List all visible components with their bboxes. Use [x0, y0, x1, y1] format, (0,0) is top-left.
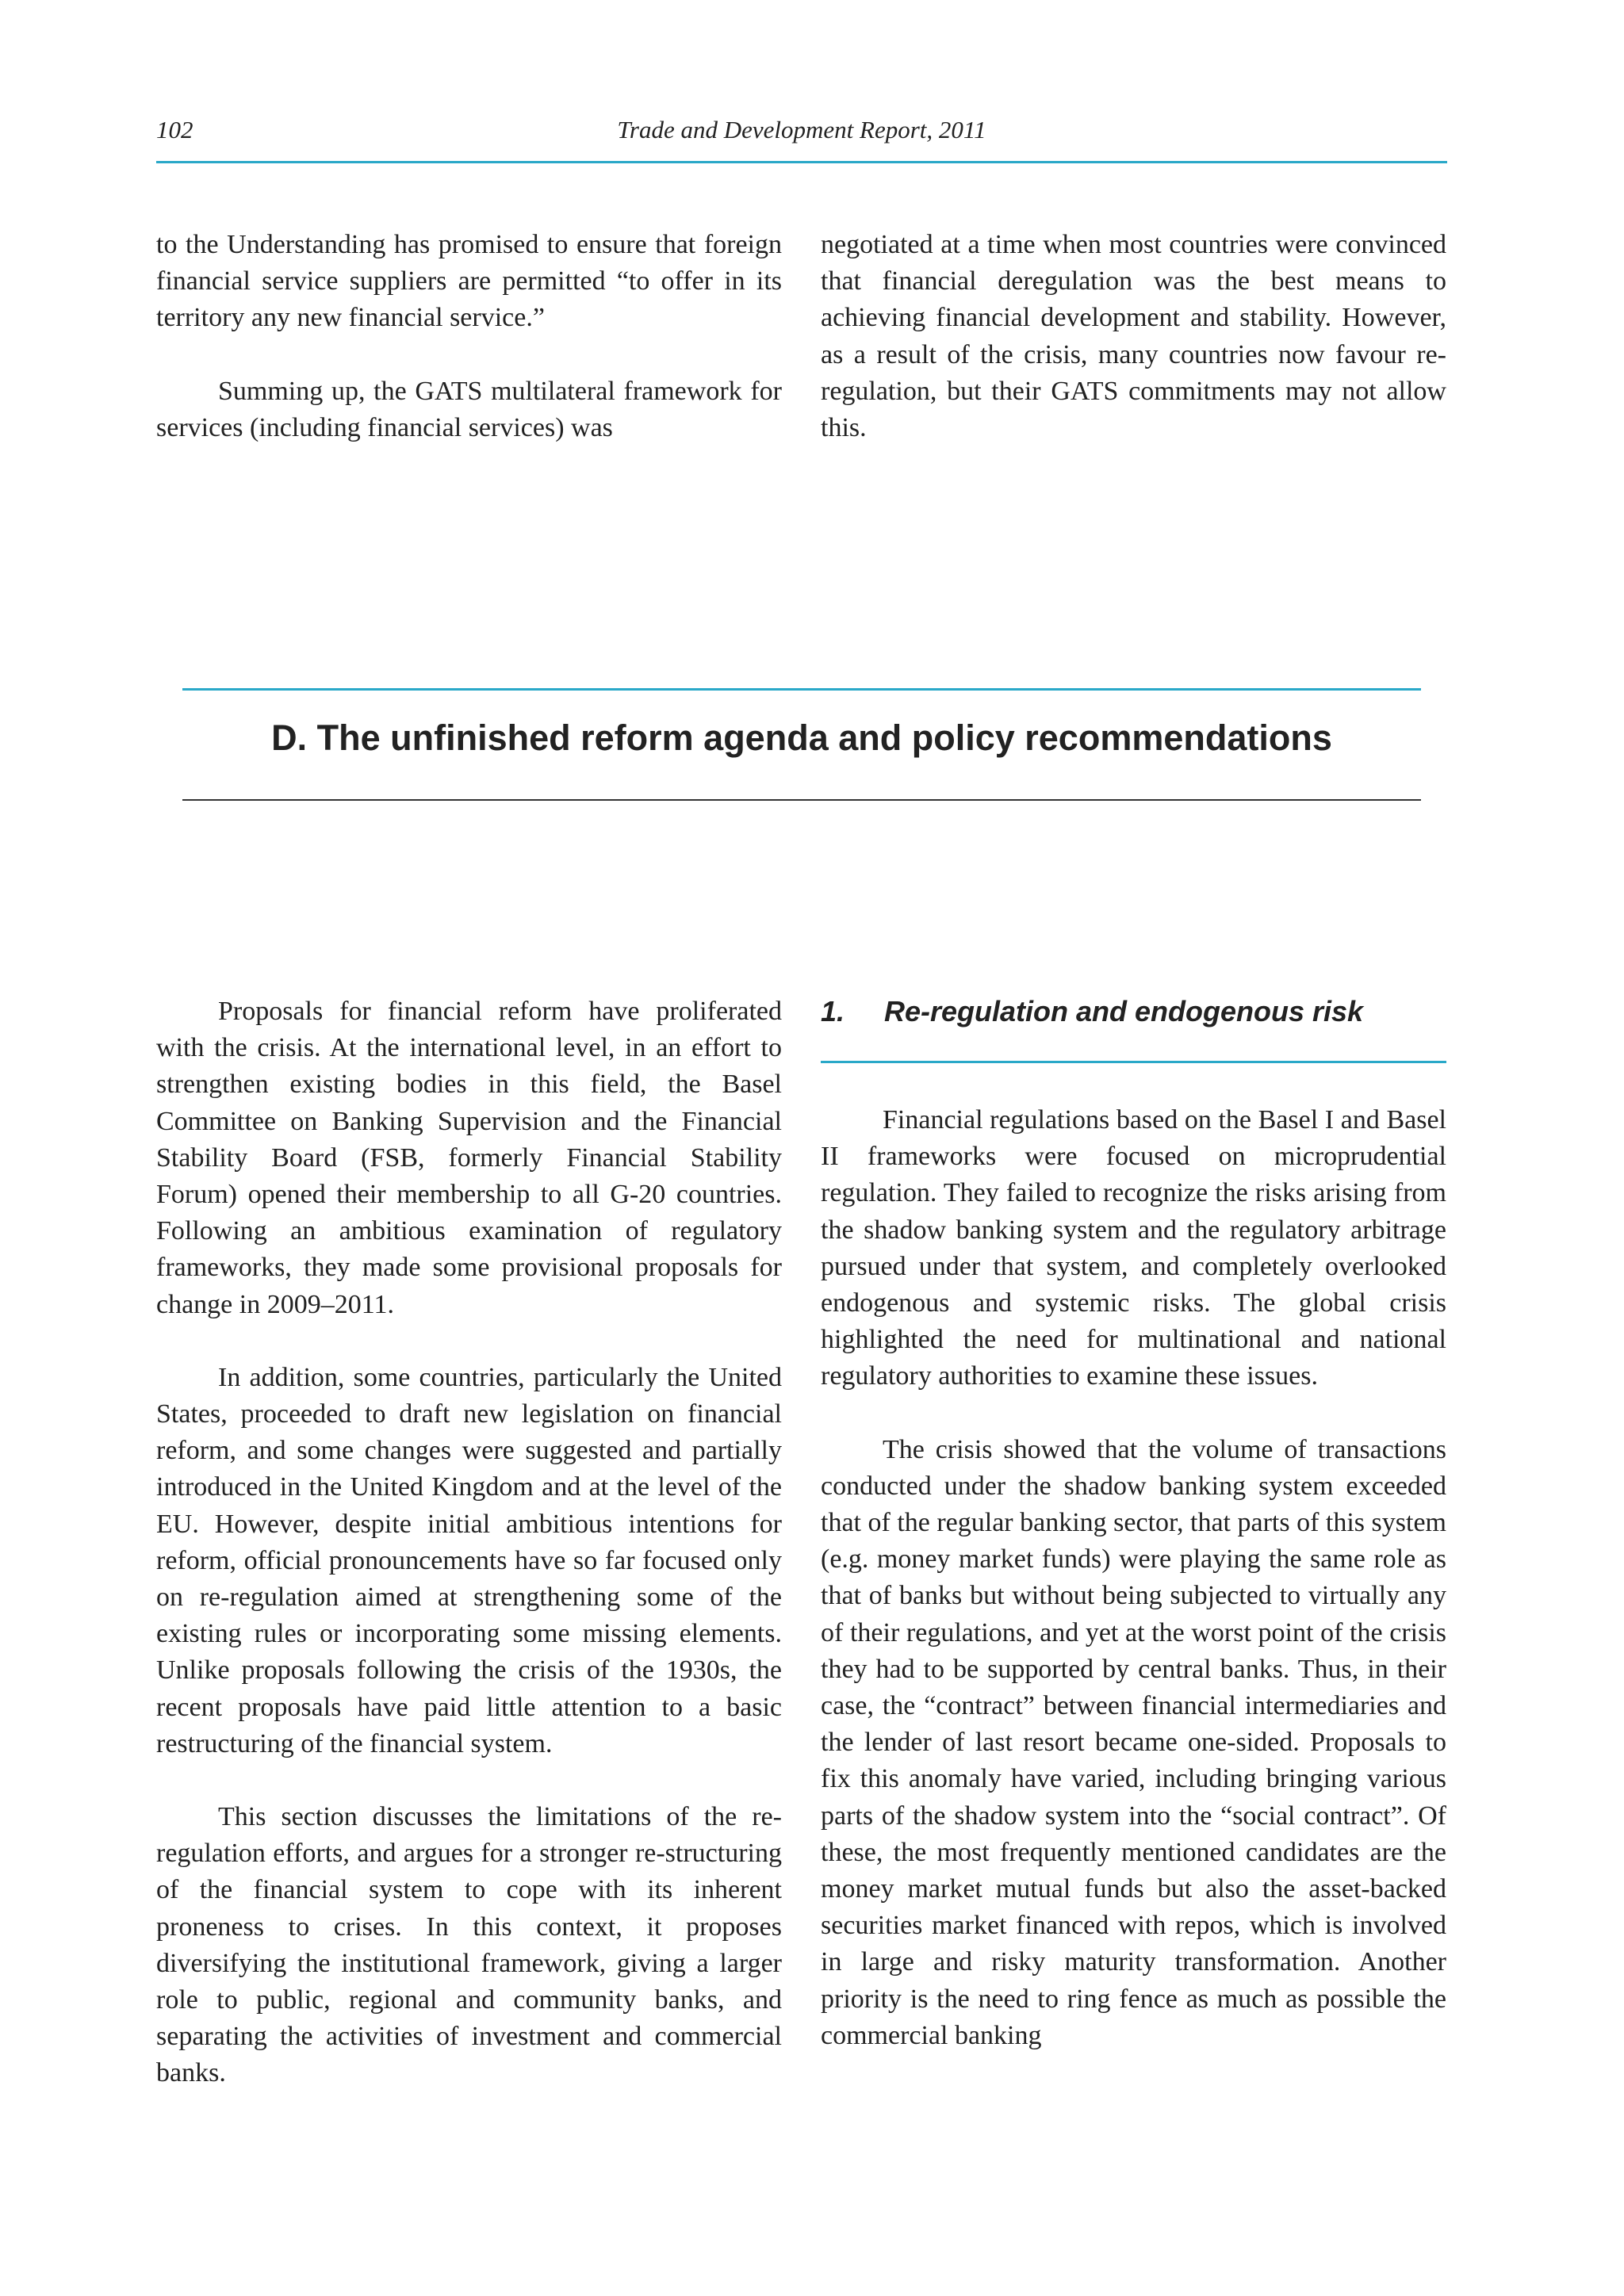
paragraph: to the Understanding has promised to ensure that foreign financial service suppliers are permitted “to offer in its territory any new financial service.”	[156, 230, 782, 333]
subsection-rule	[821, 1061, 1446, 1063]
paragraph: Proposals for financial reform have proliferated with the crisis. At the international level, in an effort to strengthen existing bodies in this field, the Basel Committee on Banking Supervision and the Financial Stability Board (FSB, formerly Financial Stability Forum) opened their membership to all G-20 countries. Following an ambitious examination of regulatory frameworks, they made some provisional proposals for change in 2009–2011.	[156, 997, 782, 1319]
paragraph: Financial regulations based on the Basel I and Basel II frameworks were focused on microprudential regulation. They failed to recognize the risks arising from the shadow banking system and the regulatory arbitrage pursued under that system, and completely overlooked endogenous and systemic risks. The global crisis highlighted the need for multinational and national regulatory authorities to examine these issues.	[821, 1105, 1446, 1391]
subsection-heading	[821, 993, 1446, 1030]
paragraph: In addition, some countries, particularly the United States, proceeded to draft new legislation on financial reform, and some changes were suggested and partially introduced in the United Kingdom and at the level of the EU. However, despite initial ambitious intentions for reform, official pronouncements have so far focused only on re-regulation aimed at strengthening some of the existing rules or incorporating some missing elements. Unlike proposals following the crisis of the 1930s, the recent proposals have paid little attention to a basic restructuring of the financial system.	[156, 1362, 782, 1758]
right-column	[821, 1102, 1446, 2054]
paragraph: This section discusses the limitations of the re-regulation efforts, and argues for a stronger re-structuring of the financial system to cope with its inherent proneness to crises. In this context, it proposes diversifying the institutional framework, giving a larger role to public, regional and community banks, and separating the activities of investment and commercial banks.	[156, 1802, 782, 2088]
subsection-number: 1.	[821, 995, 845, 1027]
subsection-title: Re-regulation and endogenous risk	[884, 995, 1364, 1027]
page-header	[156, 116, 1447, 160]
left-column	[156, 993, 782, 2092]
header-rule	[156, 161, 1447, 163]
running-title: Trade and Development Report, 2011	[617, 116, 986, 144]
section-rule-bottom	[182, 799, 1421, 801]
top-right-column	[821, 227, 1446, 446]
paragraph: negotiated at a time when most countries were convinced that financial deregulation was the best means to achieving financial development and stability. However, as a result of the crisis, many countries now favour re-regulation, but their GATS commitments may not allow this.	[821, 230, 1446, 443]
paragraph: Summing up, the GATS multilateral framework for services (including financial services) was	[156, 376, 782, 442]
section-title: D. The unfinished reform agenda and policy recommendations	[271, 718, 1332, 758]
page-number: 102	[156, 116, 193, 144]
top-left-column	[156, 227, 782, 446]
paragraph: The crisis showed that the volume of transactions conducted under the shadow banking system exceeded that of the regular banking sector, that parts of this system (e.g. money market funds) were playing the same role as that of banks but without being subjected to virtually any of their regulations, and yet at the worst point of the crisis they had to be supported by central banks. Thus, in their case, the “contract” between financial intermediaries and the lender of last resort became one-sided. Proposals to fix this anomaly have varied, including bringing various parts of the shadow system into the “social contract”. Of these, the most frequently mentioned candidates are the money market mutual funds but also the asset-backed securities market financed with repos, which is involved in large and risky maturity transformation. Another priority is the need to ring fence as much as possible the commercial banking	[821, 1434, 1446, 2050]
section-rule-top	[182, 688, 1421, 691]
